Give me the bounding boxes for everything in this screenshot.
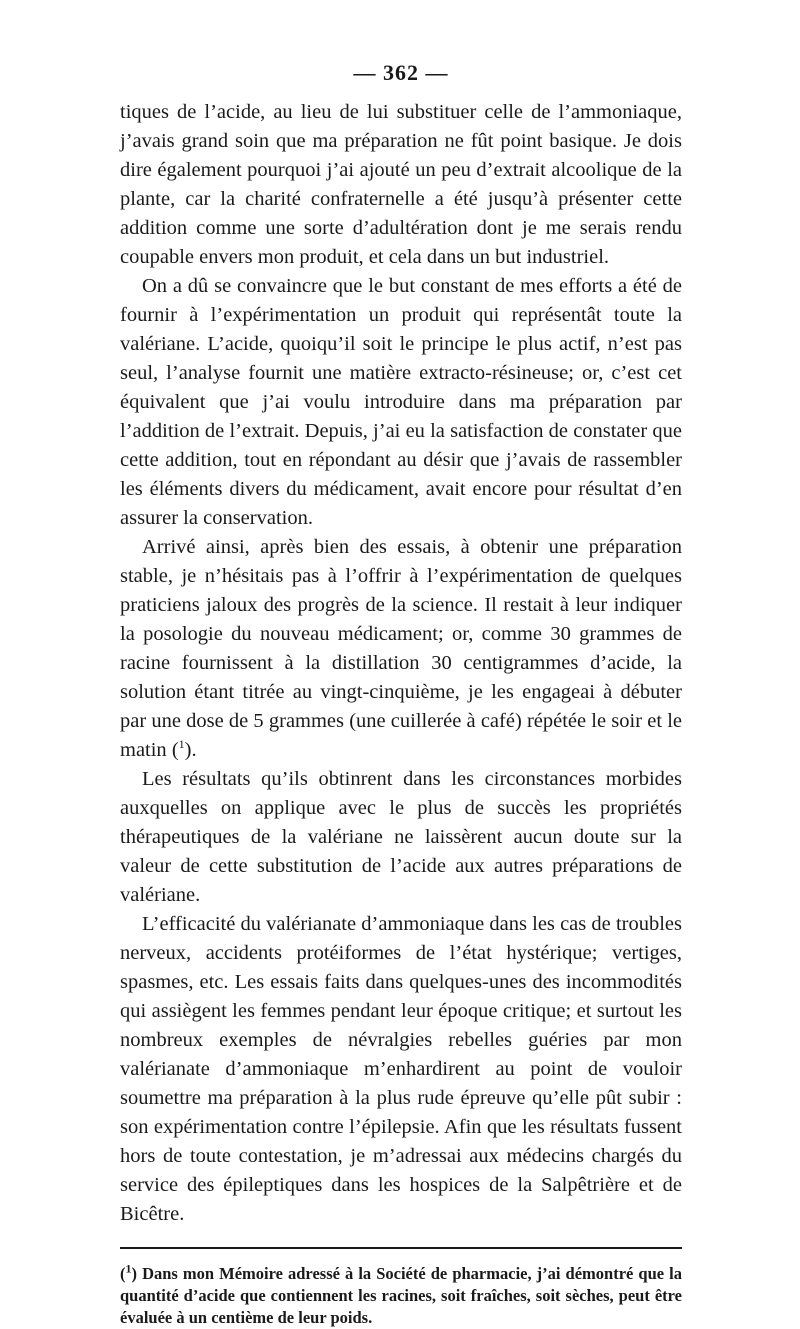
page-number: — 362 — [353,60,449,85]
paragraph-2: On a dû se convaincre que le but constant de mes efforts a été de fournir à l’expérimentation un produit qui représentât toute la valériane. L’acide, quoiqu’il soit le principe le plus actif, n’est pas seul, l’analyse fournit une matière extracto-résineuse; or, c’est cet équivalent que j’ai voulu introduire dans ma préparation par l’addition de l’extrait. Depuis, j’ai eu la satisfaction de constater que cette addition, tout en répondant au désir que j’avais de rassembler les éléments divers du médicament, avait encore pour résultat d’en assurer la conservation. [120,275,682,529]
paragraph-3 [120,533,682,765]
footnote-divider [120,1247,682,1249]
footnote-ref-close: ). [184,739,197,761]
paragraph-1: tiques de l’acide, au lieu de lui substituer celle de l’ammoniaque, j’avais grand soin que ma préparation ne fût point basique. Je dois dire également pourquoi j’ai ajouté un peu d’extrait alcoolique de la plante, car la charité confraternelle a été jusqu’à présenter cette addition comme une sorte d’adultération dont je me serais rendu coupable envers mon produit, et cela dans un but industriel. [120,101,682,268]
footnote-ref-open: ( [166,739,179,761]
footnote: ($^1$) Dans mon Mémoire adressé à la Société de pharmacie, j’ai démontré que la quantité d’acide que contiennent les racines, soit fraîches, soit sèches, peut être évaluée à un centième de leur poids. [120,1261,682,1327]
paragraph-3-text: Arrivé ainsi, après bien des essais, à obtenir une préparation stable, je n’hésitais pas à l’offrir à l’expérimentation de quelques praticiens jaloux des progrès de la science. Il restait à leur indiquer la posologie du nouveau médicament; or, comme 30 grammes de racine fournissent à la distillation 30 centigrammes d’acide, la solution étant titrée au vingt-cinquième, je les engageai à débuter par une dose de 5 grammes (une cuillerée à café) répétée le soir et le matin [120,536,682,761]
footnote-text: Dans mon Mémoire adressé à la Société de pharmacie, j’ai démontré que la quantité d’acide que contiennent les racines, soit fraîches, soit sèches, peut être évaluée à un centième de leur poids. [120,1264,682,1327]
paragraph-5: L’efficacité du valérianate d’ammoniaque dans les cas de troubles nerveux, accidents protéiformes de l’état hystérique; vertiges, spasmes, etc. Les essais faits dans quelques-unes des incommodités qui assiègent les femmes pendant leur époque critique; et surtout les nombreux exemples de névralgies rebelles guéries par mon valérianate d’ammoniaque m’enhardirent au point de vouloir soumettre ma préparation à la plus rude épreuve qu’elle pût subir : son expérimentation contre l’épilepsie. Afin que les résultats fussent hors de toute contestation, je m’adressai aux médecins chargés du service des épileptiques dans les hospices de la Salpêtrière et de Bicêtre. [120,913,682,1225]
book-page [120,60,682,1327]
body-text [120,98,682,1229]
footnote-mark: 1 [125,1261,132,1276]
paragraph-4: Les résultats qu’ils obtinrent dans les circonstances morbides auxquelles on applique avec le plus de succès les propriétés thérapeutiques de la valériane ne laissèrent aucun doute sur la valeur de cette substitution de l’acide aux autres préparations de valériane. [120,768,682,906]
footnote-ref-mark: 1 [178,737,185,752]
